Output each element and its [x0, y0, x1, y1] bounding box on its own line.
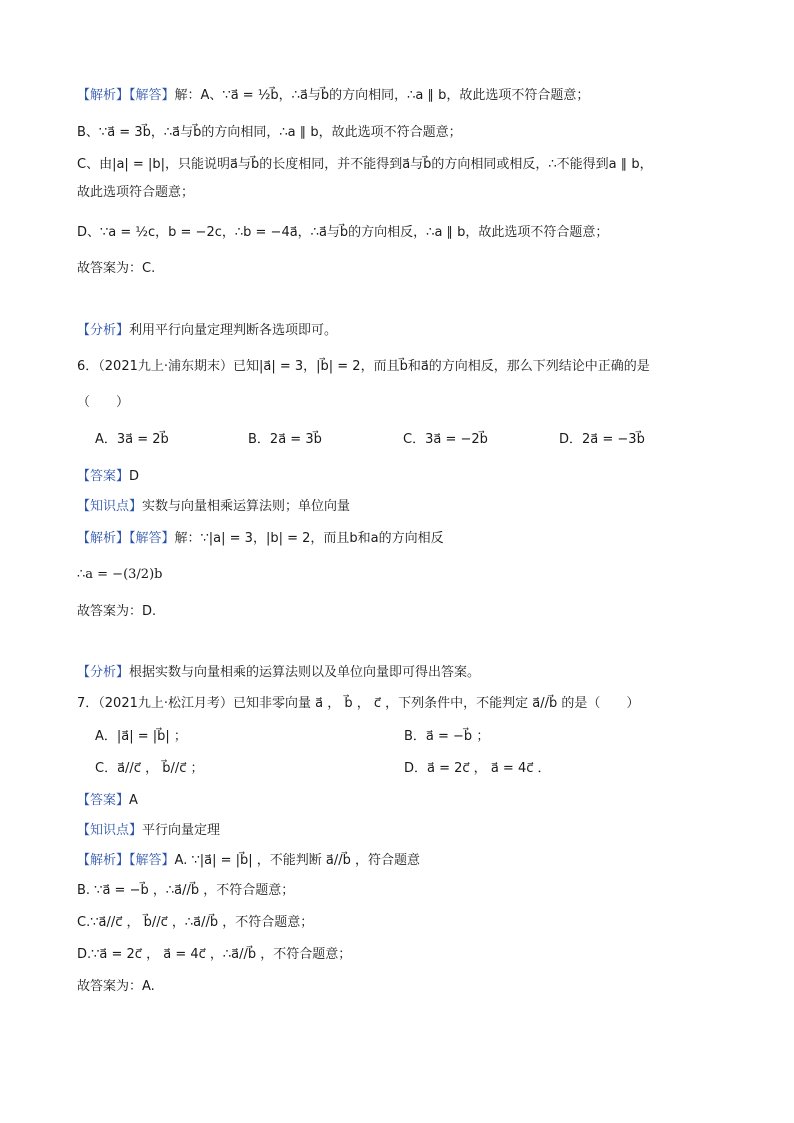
tag-fenxi: 【分析】 — [77, 665, 130, 680]
q5-solution-c: C、由|a| = |b|，只能说明a⃗与b⃗的长度相同，并不能得到a⃗与b⃗的方向相同或相反，∴不能得到a ∥ b， — [77, 157, 653, 172]
q6-knowledge — [77, 497, 734, 517]
q7-answer-value: A — [129, 793, 138, 808]
q6-paren: （ ） — [77, 395, 130, 410]
q5-answer-line: 故答案为：C. — [77, 261, 156, 276]
q6-answer-line: 故答案为：D. — [77, 604, 157, 619]
tag-zhishidian: 【知识点】 — [77, 823, 143, 838]
tag-daan: 【答案】 — [77, 469, 130, 484]
tag-jieda: 【解答】 — [129, 853, 175, 868]
q5-line-a-text: 解：A、∵a⃗ = ½b⃗，∴a⃗与b⃗的方向相同，∴a ∥ b，故此选项不符合题意； — [174, 88, 590, 103]
tag-daan: 【答案】 — [77, 793, 130, 808]
q6-analysis — [77, 663, 734, 683]
q7-answer — [77, 791, 734, 811]
tag-jiexi: 【解析】 — [77, 853, 130, 868]
tag-jiexi: 【解析】 — [77, 88, 130, 103]
q6-solution-text: 解：∵|a| = 3，|b| = 2，而且b和a的方向相反 — [174, 531, 444, 546]
tag-jieda: 【解答】 — [129, 88, 175, 103]
q7-stem: 7．（2021九上·松江月考）已知非零向量 a⃗ ， b⃗ ， c⃗ ，下列条件中，不能判定 a⃗//b⃗ 的是（ ） — [77, 696, 640, 711]
q6-answer-value: D — [129, 469, 140, 484]
q7-option-b: B．a⃗ = −b⃗ ； — [404, 729, 490, 744]
tag-jieda: 【解答】 — [129, 531, 175, 546]
q7-solution-b: B. ∵a⃗ = −b⃗ ，∴a⃗//b⃗ ，不符合题意； — [77, 883, 295, 898]
q6-analysis-text: 根据实数与向量相乘的运算法则以及单位向量即可得出答案。 — [129, 665, 481, 680]
q7-knowledge-text: 平行向量定理 — [142, 823, 221, 838]
q7-solution-a — [77, 851, 734, 871]
q7-answer-line: 故答案为：A. — [77, 979, 155, 994]
q6-knowledge-text: 实数与向量相乘运算法则；单位向量 — [142, 499, 351, 514]
tag-jiexi: 【解析】 — [77, 531, 130, 546]
q5-solution-b: B、∵a⃗ = 3b⃗，∴a⃗与b⃗的方向相同，∴a ∥ b，故此选项不符合题意； — [77, 125, 462, 140]
q7-option-d: D．a⃗ = 2c⃗ ， a⃗ = 4c⃗ ． — [404, 761, 551, 776]
q7-solution-d: D.∵a⃗ = 2c⃗ ， a⃗ = 4c⃗ ，∴a⃗//b⃗ ，不符合题意； — [77, 947, 352, 962]
q5-solution-d: D、∵a = ½c，b = −2c，∴b = −4a⃗，∴a⃗与b⃗的方向相反，∴a ∥ b，故此选项不符合题意； — [77, 225, 609, 240]
q5-analysis — [77, 321, 734, 341]
q7-solution-c: C.∵a⃗//c⃗ ， b⃗//c⃗ ，∴a⃗//b⃗ ，不符合题意； — [77, 915, 314, 930]
tag-zhishidian: 【知识点】 — [77, 499, 143, 514]
q7-option-c: C．a⃗//c⃗ ， b⃗//c⃗ ； — [95, 761, 204, 776]
q7-option-a: A．|a⃗| = |b⃗| ； — [95, 729, 187, 744]
q5-solution-c2: 故此选项符合题意； — [77, 185, 195, 200]
q6-option-d: D．2a⃗ = −3b⃗ — [559, 432, 645, 447]
q7-sol-a-text: A. ∵|a⃗| = |b⃗| ，不能判断 a⃗//b⃗ ，符合题意 — [174, 853, 421, 868]
q6-option-c: C．3a⃗ = −2b⃗ — [403, 432, 488, 447]
q5-solution-a — [77, 86, 734, 106]
q6-stem: 6．（2021九上·浦东期末）已知|a⃗| = 3，|b⃗| = 2，而且b⃗和a⃗的方向相反，那么下列结论中正确的是 — [77, 359, 650, 374]
q5-analysis-text: 利用平行向量定理判断各选项即可。 — [129, 323, 338, 338]
q6-option-a: A．3a⃗ = 2b⃗ — [95, 432, 169, 447]
tag-fenxi: 【分析】 — [77, 323, 130, 338]
q6-answer — [77, 467, 734, 487]
q6-result: ∴a = −(3/2)b — [77, 567, 163, 582]
q6-option-b: B．2a⃗ = 3b⃗ — [248, 432, 322, 447]
q7-knowledge — [77, 821, 734, 841]
q6-solution — [77, 529, 734, 549]
